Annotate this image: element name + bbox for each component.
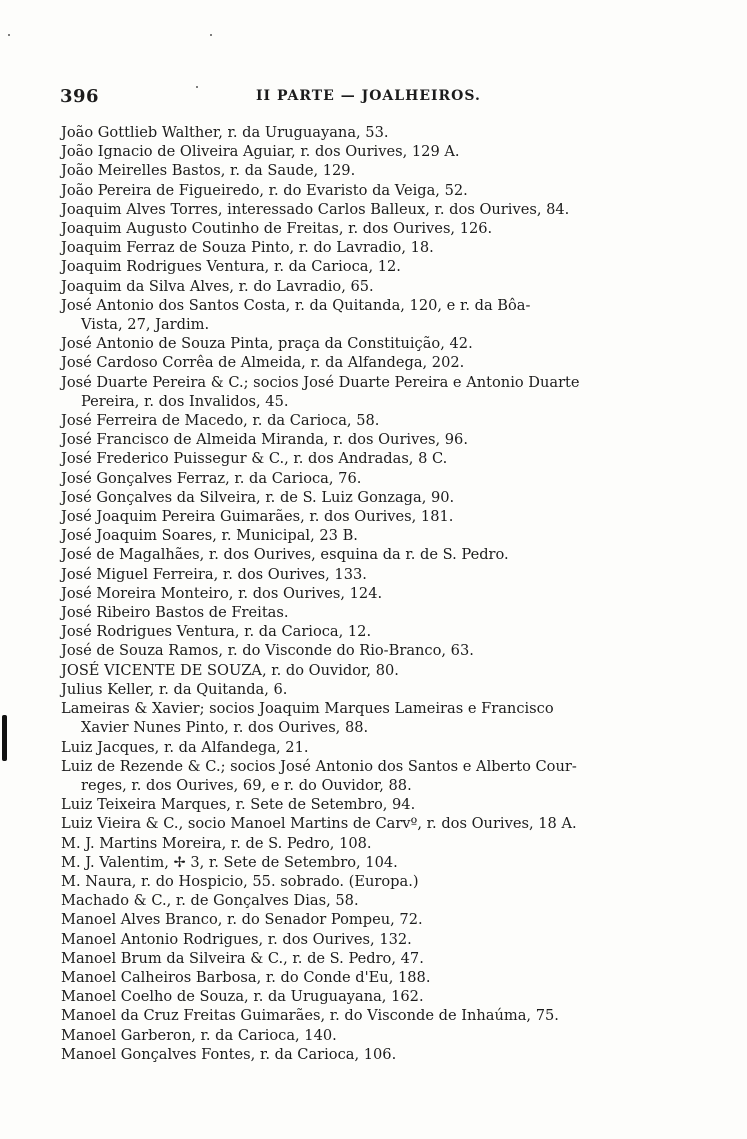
entry-line: M. Naura, r. do Hospicio, 55. sobrado. (Europa.) [61,872,419,890]
directory-entry [61,987,701,1006]
entry-line: Lameiras & Xavier; socios Joaquim Marques Lameiras e Francisco [61,700,554,718]
directory-entry [61,853,701,872]
entry-line: Machado & C., r. de Gonçalves Dias, 58. [61,892,359,910]
entry-line: Joaquim da Silva Alves, r. do Lavradio, 65. [61,277,374,295]
directory-entry [61,949,701,968]
directory-entry [61,680,701,699]
entry-line: Joaquim Rodrigues Ventura, r. da Carioca, 12. [61,258,401,276]
directory-entry [61,565,701,584]
entry-line: João Pereira de Figueiredo, r. do Evaristo da Veiga, 52. [61,181,468,199]
directory-entry [61,277,701,296]
entry-line: Luiz de Rezende & C.; socios José Antonio dos Santos e Alberto Cour- [61,757,577,775]
directory-entry [61,257,701,276]
paper-speck [8,34,10,36]
directory-entry [61,449,701,468]
entry-line: Manoel Antonio Rodrigues, r. dos Ourives, 132. [61,930,412,948]
directory-entry [61,238,701,257]
directory-entry [61,373,701,411]
directory-entry [61,181,701,200]
entry-line: M. J. Martins Moreira, r. de S. Pedro, 108. [61,834,372,852]
entry-continuation-line: Pereira, r. dos Invalidos, 45. [81,392,289,410]
entry-line: João Meirelles Bastos, r. da Saude, 129. [61,162,356,180]
entry-continuation-line: reges, r. dos Ourives, 69, e r. do Ouvidor, 88. [81,776,412,794]
directory-entry [61,200,701,219]
directory-entry [61,488,701,507]
entry-line: José de Souza Ramos, r. do Visconde do Rio-Branco, 63. [61,642,474,660]
entry-line: Manoel Alves Branco, r. do Senador Pompeu, 72. [61,911,423,929]
entry-line: José Moreira Monteiro, r. dos Ourives, 124. [61,584,383,602]
entry-line: José Francisco de Almeida Miranda, r. dos Ourives, 96. [61,431,468,449]
entry-line: Manoel da Cruz Freitas Guimarães, r. do Visconde de Inhaúma, 75. [61,1007,559,1025]
directory-entry [61,430,701,449]
directory-entry [61,641,701,660]
entry-line: Manoel Gonçalves Fontes, r. da Carioca, 106. [61,1045,397,1063]
paper-speck [210,34,212,36]
entry-line: Manoel Coelho de Souza, r. da Uruguayana, 162. [61,988,424,1006]
directory-entry [61,757,701,795]
entry-line: Manoel Calheiros Barbosa, r. do Conde d'Eu, 188. [61,968,431,986]
entry-line: João Ignacio de Oliveira Aguiar, r. dos Ourives, 129 A. [61,143,460,161]
jeweler-listing [61,123,701,1064]
directory-entry [61,872,701,891]
page-header [60,86,700,110]
entry-line: José Joaquim Pereira Guimarães, r. dos Ourives, 181. [61,508,454,526]
entry-line: José de Magalhães, r. dos Ourives, esquina da r. de S. Pedro. [61,546,509,564]
entry-line: Joaquim Alves Torres, interessado Carlos Balleux, r. dos Ourives, 84. [61,200,570,218]
margin-ink-mark [2,715,7,761]
directory-entry [61,123,701,142]
entry-line: José Cardoso Corrêa de Almeida, r. da Alfandega, 202. [61,354,465,372]
entry-line: José Antonio dos Santos Costa, r. da Quitanda, 120, e r. da Bôa- [61,296,531,314]
entry-line: Luiz Vieira & C., socio Manoel Martins de Carvº, r. dos Ourives, 18 A. [61,815,577,833]
entry-line: Manoel Brum da Silveira & C., r. de S. Pedro, 47. [61,949,424,967]
directory-entry [61,353,701,372]
directory-entry [61,738,701,757]
entry-line: José Frederico Puissegur & C., r. dos Andradas, 8 C. [61,450,448,468]
entry-line: José Gonçalves Ferraz, r. da Carioca, 76. [61,469,362,487]
entry-line: Joaquim Ferraz de Souza Pinto, r. do Lavradio, 18. [61,239,434,257]
directory-entry [61,1045,701,1064]
directory-entry [61,910,701,929]
directory-entry [61,814,701,833]
entry-continuation-line: Vista, 27, Jardim. [81,316,210,334]
entry-line: Luiz Jacques, r. da Alfandega, 21. [61,738,309,756]
page-number: 396 [60,86,100,107]
entry-line: M. J. Valentim, ✢ 3, r. Sete de Setembro, 104. [61,853,398,871]
directory-entry [61,699,701,737]
entry-line: José Ferreira de Macedo, r. da Carioca, 58. [61,412,380,430]
entry-line: João Gottlieb Walther, r. da Uruguayana, 53. [61,124,389,141]
entry-continuation-line: Xavier Nunes Pinto, r. dos Ourives, 88. [81,719,369,737]
directory-entry [61,161,701,180]
directory-entry [61,930,701,949]
directory-entry [61,296,701,334]
directory-entry [61,507,701,526]
entry-line: Manoel Garberon, r. da Carioca, 140. [61,1026,337,1044]
directory-entry [61,968,701,987]
entry-line: José Duarte Pereira & C.; socios José Duarte Pereira e Antonio Duarte [61,373,580,391]
entry-line: José Antonio de Souza Pinta, praça da Constituição, 42. [61,335,473,353]
entry-line: José Miguel Ferreira, r. dos Ourives, 133. [61,565,367,583]
entry-line: José Ribeiro Bastos de Freitas. [61,604,289,622]
entry-line: Joaquim Augusto Coutinho de Freitas, r. dos Ourives, 126. [61,220,493,238]
entry-line: José Joaquim Soares, r. Municipal, 23 B. [61,527,358,545]
directory-entry [61,1026,701,1045]
directory-entry [61,219,701,238]
directory-entry [61,411,701,430]
entry-line: José Gonçalves da Silveira, r. de S. Luiz Gonzaga, 90. [61,488,455,506]
entry-line: Luiz Teixeira Marques, r. Sete de Setembro, 94. [61,796,416,814]
directory-entry [61,834,701,853]
directory-entry [61,661,701,680]
directory-entry [61,1006,701,1025]
directory-entry [61,526,701,545]
directory-entry [61,622,701,641]
directory-entry [61,795,701,814]
directory-entry [61,584,701,603]
directory-entry [61,142,701,161]
entry-line: Julius Keller, r. da Quitanda, 6. [61,680,288,698]
running-title: II PARTE — JOALHEIROS. [256,88,481,104]
directory-entry [61,891,701,910]
directory-entry [61,545,701,564]
entry-line: José Rodrigues Ventura, r. da Carioca, 12. [61,623,372,641]
directory-entry [61,469,701,488]
entry-line: JOSÉ VICENTE DE SOUZA, r. do Ouvidor, 80. [61,661,399,679]
directory-entry [61,334,701,353]
directory-entry [61,603,701,622]
